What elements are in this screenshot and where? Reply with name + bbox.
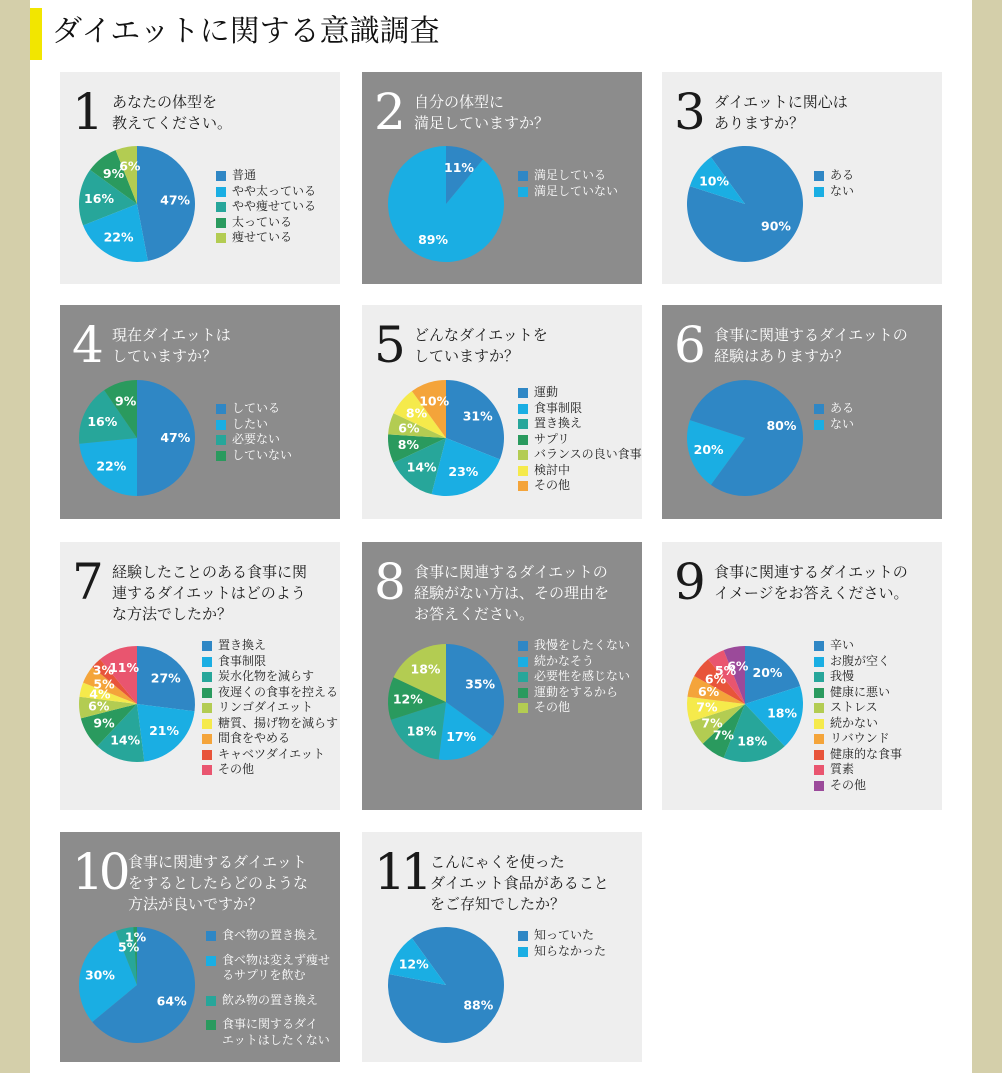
- slice-label: 18%: [410, 661, 441, 677]
- legend-label: やや痩せている: [232, 199, 317, 213]
- legend-label: ある: [830, 168, 855, 182]
- slice-label: 5%: [93, 676, 115, 692]
- legend-label: ストレス: [830, 700, 878, 714]
- legend-label: キャベツダイエット: [218, 746, 325, 761]
- legend-label: ない: [830, 416, 855, 431]
- question-text: 経験したことのある食事に関 連するダイエットはどのよう な方法でしたか？: [112, 563, 308, 623]
- slice-label: 14%: [406, 459, 437, 475]
- chart-panel-1: [60, 72, 340, 284]
- legend-label: 糖質、揚げ物を減らす: [218, 715, 339, 730]
- slice-label: 22%: [103, 229, 134, 245]
- slice-label: 6%: [697, 684, 720, 700]
- chart-panel-11: [362, 832, 642, 1062]
- chart-panel-8: [362, 542, 642, 810]
- legend-label: 満足している: [534, 168, 607, 182]
- slice-label: 6%: [398, 420, 420, 436]
- chart-panel-3: [662, 72, 942, 284]
- legend-label: 続かなそう: [534, 653, 595, 668]
- legend-label: 普通: [232, 168, 257, 182]
- slice-label: 88%: [463, 997, 494, 1013]
- question-number: 7: [72, 553, 99, 611]
- question-text: 現在ダイエットは していますか？: [112, 326, 231, 365]
- legend-label: 満足していない: [534, 183, 619, 198]
- question-text: あなたの体型を 教えてください。: [112, 93, 233, 132]
- slice-label: 7%: [712, 727, 735, 743]
- chart-panel-6: [662, 305, 942, 519]
- slice-label: 23%: [448, 464, 479, 480]
- chart-panel-5: [362, 305, 642, 519]
- pie-chart: [60, 72, 340, 284]
- slice-label: 11%: [444, 159, 474, 175]
- legend-label: 必要ない: [232, 432, 281, 446]
- slice-label: 31%: [462, 408, 493, 424]
- slice-label: 14%: [110, 732, 141, 748]
- legend-label: 必要性を感じない: [534, 669, 631, 683]
- slice-label: 7%: [701, 715, 723, 731]
- question-text: 自分の体型に 満足していますか？: [414, 93, 550, 132]
- slice-label: 8%: [397, 437, 420, 453]
- pie-chart: [362, 72, 642, 284]
- pie-chart: [662, 305, 942, 519]
- chart-panel-10: [60, 832, 340, 1062]
- slice-label: 12%: [398, 956, 429, 972]
- legend-label: 健康に悪い: [830, 684, 891, 699]
- slice-label: 47%: [160, 192, 191, 208]
- legend-label: やや太っている: [232, 183, 317, 198]
- slice-label: 35%: [465, 676, 496, 692]
- slice-label: 7%: [696, 699, 718, 715]
- slice-label: 10%: [419, 393, 450, 409]
- legend-label: 夜遅くの食事を控える: [218, 684, 339, 699]
- legend-label: 我慢: [830, 669, 855, 683]
- legend-label: 食事に関するダイ エットはしたくない: [222, 1017, 330, 1047]
- slice-label: 6%: [88, 698, 110, 714]
- question-text: こんにゃくを使った ダイエット食品があること をご存知でしたか？: [430, 853, 609, 913]
- legend-label: している: [232, 401, 281, 415]
- slice-label: 8%: [405, 405, 428, 421]
- question-number: 8: [374, 553, 401, 611]
- slice-label: 12%: [392, 691, 423, 707]
- pie-chart: [60, 832, 340, 1062]
- slice-label: 9%: [93, 715, 115, 731]
- slice-label: 4%: [89, 686, 111, 702]
- legend-label: 炭水化物を減らす: [218, 669, 315, 683]
- legend-label: 知っていた: [534, 928, 595, 942]
- legend-label: 食事制限: [534, 400, 583, 415]
- legend-label: 検討中: [534, 462, 571, 477]
- pie-chart: [362, 305, 642, 519]
- slice-label: 80%: [766, 418, 797, 434]
- legend-label: リンゴダイエット: [218, 700, 314, 714]
- legend-label: リバウンド: [830, 731, 890, 745]
- pie-chart: [362, 832, 642, 1062]
- pie-chart: [60, 542, 340, 810]
- legend-label: 飲み物の置き換え: [222, 992, 319, 1007]
- slice-label: 27%: [150, 670, 181, 686]
- question-number: 1: [72, 83, 99, 141]
- slice-label: 9%: [115, 393, 137, 409]
- legend-label: その他: [830, 777, 867, 792]
- slice-label: 30%: [84, 967, 115, 983]
- slice-label: 6%: [704, 671, 727, 687]
- legend-label: 質素: [830, 762, 855, 776]
- slice-label: 5%: [118, 939, 140, 955]
- legend-label: 知らなかった: [534, 943, 607, 958]
- legend-label: したい: [232, 416, 269, 431]
- legend-label: バランスの良い食事: [534, 447, 642, 461]
- slice-label: 18%: [406, 723, 437, 739]
- legend-label: 痩せている: [232, 230, 293, 244]
- slice-label: 21%: [149, 723, 180, 739]
- pie-chart: [662, 72, 942, 284]
- legend-label: していない: [232, 447, 293, 462]
- slice-label: 16%: [87, 413, 118, 429]
- slice-label: 17%: [446, 729, 477, 745]
- slice-label: 1%: [124, 929, 147, 945]
- pie-chart: [60, 305, 340, 519]
- title-accent-bar: [30, 8, 42, 60]
- legend-label: その他: [534, 700, 571, 714]
- legend-label: 食べ物の置き換え: [222, 928, 319, 942]
- slice-label: 5%: [714, 663, 737, 679]
- legend-label: 置き換え: [218, 638, 267, 652]
- legend-label: 置き換え: [534, 416, 583, 430]
- question-text: 食事に関連するダイエットの イメージをお答えください。: [714, 563, 909, 602]
- legend-label: 運動をするから: [534, 684, 619, 699]
- page-title: ダイエットに関する意識調査: [52, 14, 440, 49]
- pie-chart: [362, 542, 642, 810]
- slice-label: 22%: [96, 458, 127, 474]
- question-text: 食事に関連するダイエットの 経験はありますか？: [714, 326, 908, 365]
- legend-label: ない: [830, 183, 855, 198]
- slice-label: 6%: [119, 158, 141, 174]
- slice-label: 20%: [693, 441, 724, 457]
- chart-panel-7: [60, 542, 340, 810]
- question-number: 3: [674, 83, 701, 141]
- legend-label: 太っている: [232, 214, 293, 229]
- question-text: どんなダイエットを していますか？: [414, 326, 548, 365]
- chart-panel-9: [662, 542, 942, 810]
- slice-label: 47%: [160, 430, 191, 445]
- question-text: 食事に関連するダイエット をするとしたらどのような 方法が良いですか？: [128, 853, 309, 913]
- legend-label: サプリ: [534, 431, 570, 446]
- legend-label: その他: [534, 478, 571, 492]
- legend-label: 間食をやめる: [218, 731, 291, 745]
- slice-label: 89%: [418, 232, 448, 248]
- slice-label: 90%: [761, 218, 791, 234]
- question-number: 10: [72, 843, 126, 901]
- legend-label: その他: [218, 762, 255, 776]
- slice-label: 6%: [727, 658, 749, 674]
- legend-label: お腹が空く: [830, 653, 891, 668]
- legend-label: 食事制限: [218, 653, 267, 668]
- question-text: 食事に関連するダイエットの 経験がない方は、その理由を お答えください。: [414, 563, 610, 623]
- question-number: 4: [72, 316, 99, 374]
- legend-label: 食べ物は変えず痩せ るサプリを飲む: [222, 952, 331, 982]
- question-number: 5: [374, 316, 401, 374]
- chart-panel-2: [362, 72, 642, 284]
- pie-chart: [662, 542, 942, 810]
- question-number: 9: [674, 553, 701, 611]
- slice-label: 16%: [84, 191, 114, 207]
- question-text: ダイエットに関心は ありますか？: [714, 93, 848, 132]
- slice-label: 10%: [699, 173, 729, 189]
- slice-label: 18%: [767, 705, 798, 721]
- slice-label: 64%: [156, 993, 187, 1009]
- chart-panel-4: [60, 305, 340, 519]
- legend-label: ある: [830, 401, 855, 415]
- slice-label: 11%: [109, 659, 139, 675]
- slice-label: 18%: [737, 733, 768, 749]
- legend-label: 運動: [534, 385, 559, 399]
- legend-label: 我慢をしたくない: [534, 638, 631, 652]
- legend-label: 健康的な食事: [830, 746, 903, 761]
- slice-label: 3%: [92, 662, 114, 678]
- legend-label: 続かない: [830, 715, 879, 730]
- question-number: 11: [374, 843, 428, 901]
- slice-label: 20%: [752, 665, 783, 681]
- legend-label: 辛い: [830, 638, 855, 652]
- slice-label: 9%: [102, 165, 125, 181]
- question-number: 6: [674, 316, 701, 374]
- question-number: 2: [374, 83, 401, 141]
